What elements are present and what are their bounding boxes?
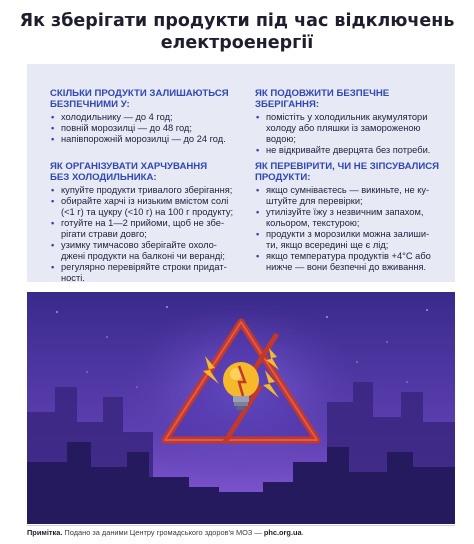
list-item bbox=[50, 240, 250, 262]
list-item bbox=[50, 218, 250, 240]
list-item bbox=[50, 262, 250, 284]
line-text: штуйте для перевірки; bbox=[266, 196, 363, 206]
heading-line: СКІЛЬКИ ПРОДУКТИ ЗАЛИШАЮТЬСЯ bbox=[50, 88, 229, 99]
city-skyline bbox=[27, 292, 455, 524]
tips-list bbox=[50, 185, 250, 284]
line-text: ності. bbox=[61, 273, 85, 283]
page-title bbox=[0, 10, 474, 54]
list-item bbox=[50, 196, 250, 218]
line-text: якщо температура продуктів +4°C або bbox=[266, 251, 431, 261]
tips-list bbox=[255, 112, 447, 156]
heading-line: БЕЗ ХОЛОДИЛЬНИКА: bbox=[50, 172, 157, 183]
line-text: узимку тимчасово зберігайте охоло- bbox=[61, 240, 217, 250]
line-text: рігати страви довго; bbox=[61, 229, 147, 239]
block-heading bbox=[255, 88, 447, 110]
heading-line: ПРОДУКТИ: bbox=[255, 172, 311, 183]
list-item: • холодильнику — до 4 год; bbox=[50, 112, 250, 123]
list-item: • повній морозилці — до 48 год; bbox=[50, 123, 250, 134]
title-line-2: електроенергії bbox=[160, 33, 314, 53]
line-text: регулярно перевіряйте строки придат- bbox=[61, 262, 227, 272]
list-item: • не відкривайте дверцята без потреби. bbox=[255, 145, 447, 156]
heading-line: ЯК ПОДОВЖИТИ БЕЗПЕЧНЕ ЗБЕРІГАННЯ: bbox=[255, 88, 390, 110]
illustration-power-outage bbox=[27, 292, 455, 524]
list-item bbox=[255, 251, 447, 273]
line-text: ти, якщо всередині ще є лід; bbox=[266, 240, 389, 250]
line-text: водою; bbox=[266, 134, 296, 144]
tips-list bbox=[255, 185, 447, 273]
line-text: помістіть у холодильник акумулятори bbox=[266, 112, 428, 122]
title-line-1: Як зберігати продукти під час відключень bbox=[19, 11, 455, 31]
note-end: . bbox=[301, 528, 304, 537]
tips-panel bbox=[27, 64, 455, 282]
line-text: холоду або пляшки із замороженою bbox=[266, 123, 421, 133]
line-text: продукти з морозилки можна залиши- bbox=[266, 229, 430, 239]
block-heading bbox=[255, 161, 447, 183]
heading-line: БЕЗПЕЧНИМИ У: bbox=[50, 99, 130, 110]
block-heading bbox=[50, 88, 250, 110]
line-text: утилізуйте їжу з незвичним запахом, bbox=[266, 207, 424, 217]
note-source: phc.org.ua bbox=[263, 528, 302, 537]
divider bbox=[27, 525, 455, 526]
line-text: нижче — вони безпечні до вживання. bbox=[266, 262, 427, 272]
tips-list bbox=[50, 112, 250, 145]
block-heading bbox=[50, 161, 250, 183]
note-text: Подано за даними Центру громадського здоров'я МОЗ — bbox=[62, 528, 264, 537]
line-text: якщо сумніваєтесь — викиньте, не ку- bbox=[266, 185, 430, 195]
line-text: кольором, текстурою; bbox=[266, 218, 360, 228]
note-label: Примітка. bbox=[27, 528, 63, 537]
line-text: (<1 г) та цукру (<10 г) на 100 г продукту; bbox=[61, 207, 234, 217]
list-item: • купуйте продукти тривалого зберігання; bbox=[50, 185, 250, 196]
list-item bbox=[255, 229, 447, 251]
block-extend-storage bbox=[255, 88, 447, 156]
list-item bbox=[255, 112, 447, 145]
list-item bbox=[255, 185, 447, 207]
heading-line: ЯК ПЕРЕВІРИТИ, ЧИ НЕ ЗІПСУВАЛИСЯ bbox=[255, 161, 440, 172]
block-organize-meals bbox=[50, 161, 250, 284]
block-check-spoilage bbox=[255, 161, 447, 273]
line-text: джені продукти на балконі чи веранді; bbox=[61, 251, 225, 261]
line-text: обирайте харчі із низьким вмістом солі bbox=[61, 196, 229, 206]
list-item: • напівпорожній морозилці — до 24 год. bbox=[50, 134, 250, 145]
block-safe-duration bbox=[50, 88, 250, 145]
list-item bbox=[255, 207, 447, 229]
source-note bbox=[27, 528, 455, 538]
heading-line: ЯК ОРГАНІЗУВАТИ ХАРЧУВАННЯ bbox=[50, 161, 208, 172]
line-text: готуйте на 1—2 прийоми, щоб не збе- bbox=[61, 218, 225, 228]
